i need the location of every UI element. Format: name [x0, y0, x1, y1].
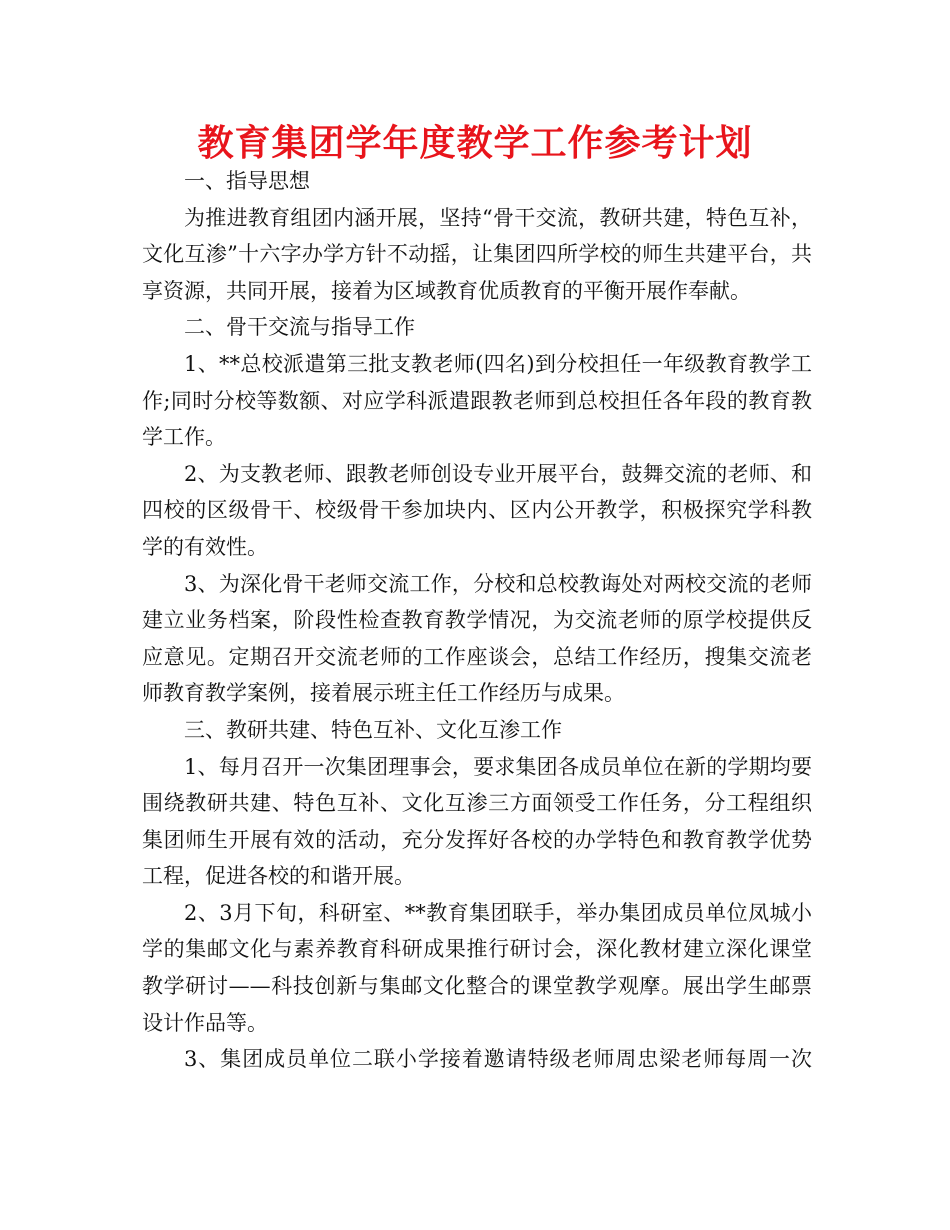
document-title: 教育集团学年度教学工作参考计划: [197, 123, 753, 164]
paragraph: 为推进教育组团内涵开展，坚持“骨干交流，教研共建，特色互补，文化互渗”十六字办学方针不动摇，让集团四所学校的师生共建平台，共享资源，共同开展，接着为区域教育优质教育的平衡开展作奉献。: [142, 205, 812, 303]
paragraph: 2、3月下旬，科研室、**教育集团联手，举办集团成员单位凤城小学的集邮文化与素养教育科研成果推行研讨会，深化教材建立深化课堂教学研讨——科技创新与集邮文化整合的课堂教学观摩。展出学生邮票设计作品等。: [142, 900, 812, 1035]
section-heading: 二、骨干交流与指导工作: [184, 315, 415, 340]
document-body: [142, 163, 812, 1078]
paragraph: 1、每月召开一次集团理事会，要求集团各成员单位在新的学期均要围绕教研共建、特色互补、文化互渗三方面领受工作任务，分工程组织集团师生开展有效的活动，充分发挥好各校的办学特色和教育教学优势工程，促进各校的和谐开展。: [142, 754, 812, 889]
section-heading: 三、教研共建、特色互补、文化互渗工作: [184, 717, 562, 742]
paragraph: 2、为支教老师、跟教老师创设专业开展平台，鼓舞交流的老师、和四校的区级骨干、校级骨干参加块内、区内公开教学，积极探究学科教学的有效性。: [142, 461, 812, 559]
paragraph: 3、集团成员单位二联小学接着邀请特级老师周忠梁老师每周一次: [184, 1047, 812, 1072]
section-heading: 一、指导思想: [184, 169, 310, 193]
paragraph: 1、**总校派遣第三批支教老师(四名)到分校担任一年级教育教学工作;同时分校等数额、对应学科派遣跟教老师到总校担任各年段的教育教学工作。: [142, 351, 812, 450]
paragraph: 3、为深化骨干老师交流工作，分校和总校教诲处对两校交流的老师建立业务档案，阶段性检查教育教学情况，为交流老师的原学校提供反应意见。定期召开交流老师的工作座谈会，总结工作经历，搜集交流老师教育教学案例，接着展示班主任工作经历与成果。: [142, 571, 812, 706]
